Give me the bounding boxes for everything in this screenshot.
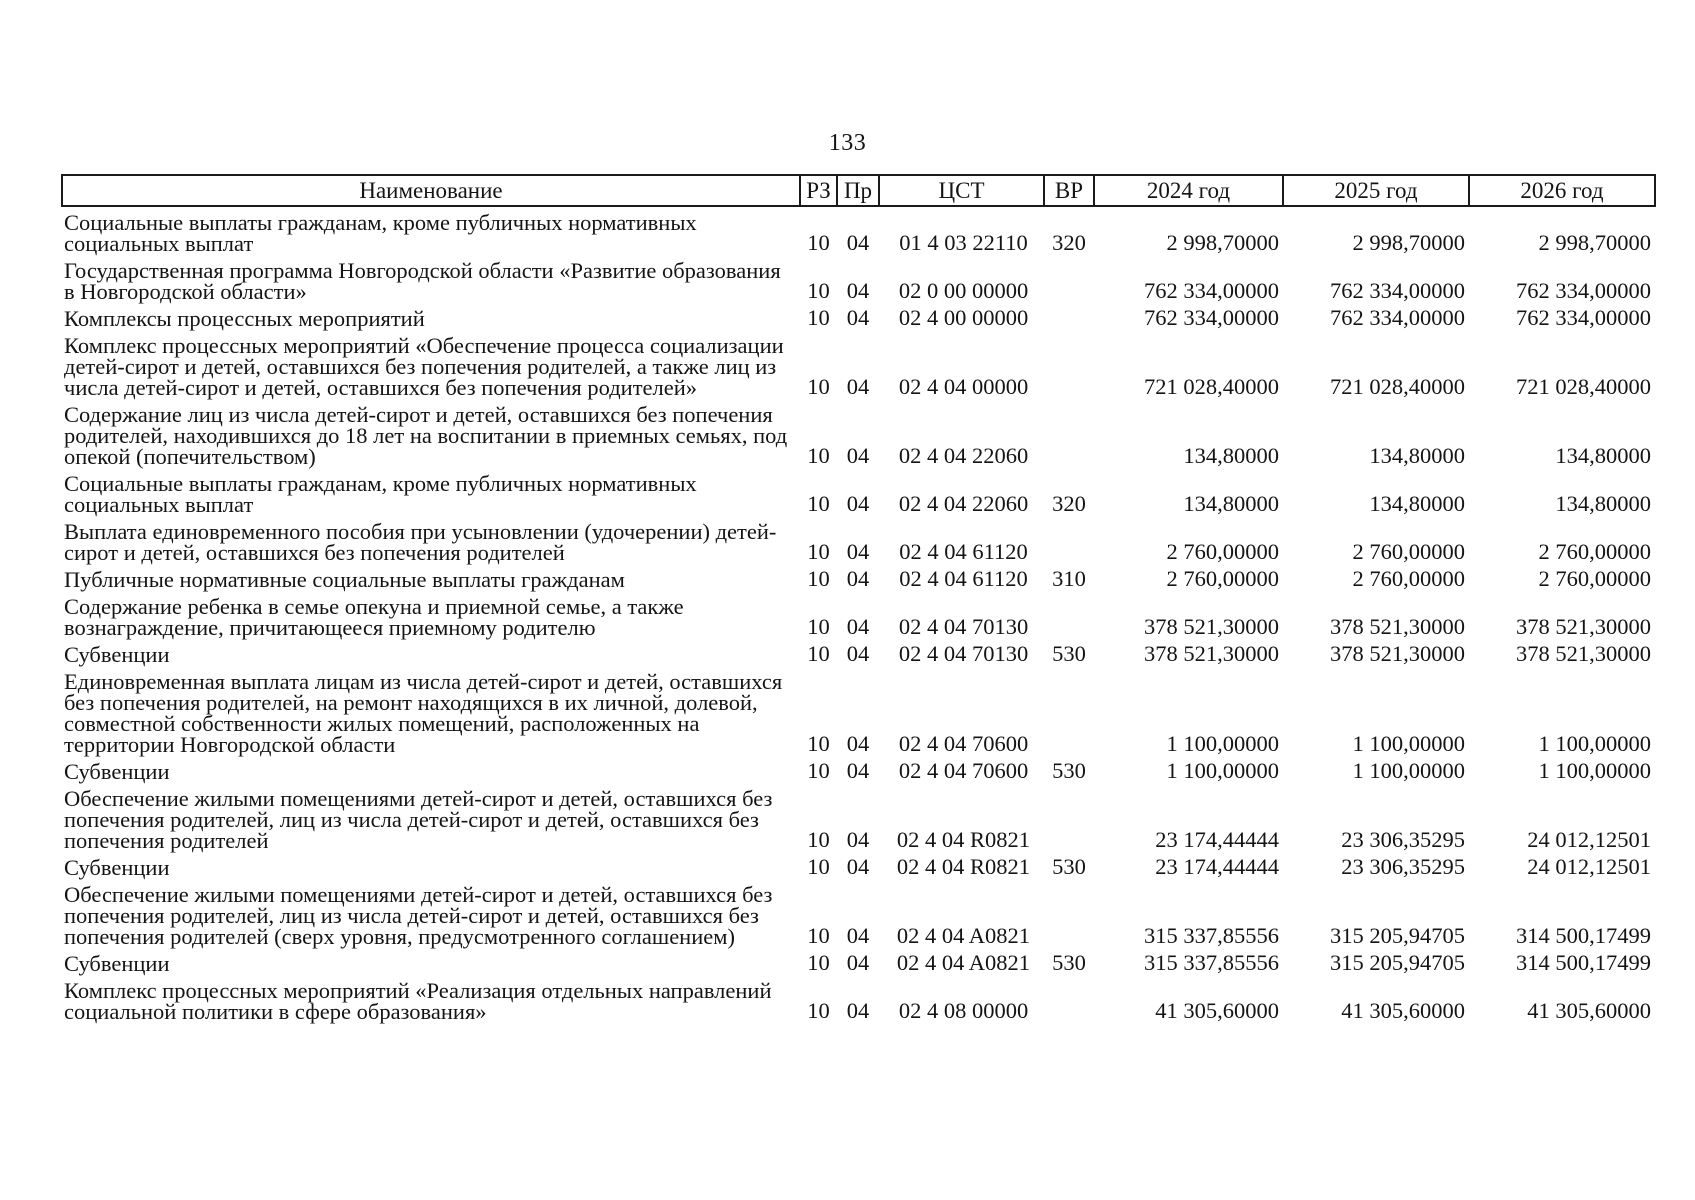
row-name: Обеспечение жилыми помещениями детей-сирот и детей, оставшихся без попечения родителей, лиц из числа детей-сирот и детей, оставшихся без попечения родителей (сверх уровня, предусмотренного соглашением)	[64, 882, 773, 949]
table-row	[62, 948, 1655, 975]
row-name: Комплекс процессных мероприятий «Обеспечение процесса социализации детей-сирот и детей, оставшихся без попечения родителей, а также лиц из числа детей-сирот и детей, оставшихся без попечения родителей»	[64, 333, 784, 400]
row-rz: 10	[807, 230, 830, 255]
table-row	[62, 666, 1655, 756]
row-vr	[1044, 783, 1094, 852]
row-pr: 04	[846, 443, 870, 468]
row-amount-2025: 721 028,40000	[1330, 374, 1465, 399]
row-amount-2026: 1 100,00000	[1538, 758, 1651, 783]
table-row	[62, 399, 1655, 468]
row-amount-2024: 315 337,85556	[1144, 950, 1279, 975]
row-cst: 02 4 04 A0821	[896, 950, 1031, 975]
row-cst: 02 4 04 R0821	[896, 827, 1031, 852]
row-amount-2024: 2 760,00000	[1166, 566, 1279, 591]
row-pr: 04	[846, 854, 870, 879]
row-cst: 02 4 04 61120	[899, 566, 1028, 591]
row-amount-2025: 762 334,00000	[1330, 278, 1465, 303]
row-rz: 10	[807, 566, 830, 591]
row-pr: 04	[846, 641, 870, 666]
row-amount-2026: 24 012,12501	[1527, 827, 1651, 852]
row-amount-2026: 762 334,00000	[1516, 305, 1651, 330]
row-rz: 10	[807, 491, 830, 516]
table-row	[62, 975, 1655, 1023]
row-vr	[1044, 975, 1094, 1023]
row-name: Субвенции	[64, 642, 170, 667]
row-name: Выплата единовременного пособия при усыновлении (удочерении) детей-сирот и детей, оставшихся без попечения родителей	[64, 519, 777, 565]
row-amount-2026: 314 500,17499	[1516, 923, 1651, 948]
row-amount-2026: 134,80000	[1555, 443, 1651, 468]
row-pr: 04	[846, 827, 870, 852]
row-vr	[1044, 303, 1094, 330]
table-row	[62, 330, 1655, 399]
row-amount-2026: 2 760,00000	[1538, 566, 1651, 591]
row-pr: 04	[846, 539, 870, 564]
row-cst: 02 4 08 00000	[898, 998, 1029, 1023]
row-amount-2025: 378 521,30000	[1330, 641, 1465, 666]
row-vr	[1044, 516, 1094, 564]
row-vr: 530	[1052, 758, 1086, 783]
row-cst: 02 4 04 70130	[898, 641, 1029, 666]
header-year-2026: 2026 год	[1469, 175, 1655, 206]
row-amount-2024: 41 305,60000	[1155, 998, 1279, 1023]
row-name: Содержание ребенка в семье опекуна и приемной семье, а также вознаграждение, причитающееся приемному родителю	[64, 594, 684, 640]
header-year-2024: 2024 год	[1094, 175, 1283, 206]
row-amount-2026: 762 334,00000	[1516, 278, 1651, 303]
header-rz: РЗ	[800, 175, 837, 206]
budget-table-container	[61, 174, 1654, 1023]
row-rz: 10	[807, 278, 830, 303]
table-row	[62, 783, 1655, 852]
header-vr: ВР	[1044, 175, 1094, 206]
table-row	[62, 852, 1655, 879]
row-amount-2024: 378 521,30000	[1144, 641, 1279, 666]
row-pr: 04	[846, 614, 870, 639]
row-vr: 530	[1052, 641, 1086, 666]
row-amount-2024: 315 337,85556	[1144, 923, 1279, 948]
row-amount-2026: 314 500,17499	[1516, 950, 1651, 975]
row-vr: 320	[1052, 230, 1086, 255]
row-name: Комплекс процессных мероприятий «Реализация отдельных направлений социальной политики в сфере образования»	[64, 978, 772, 1024]
row-amount-2025: 378 521,30000	[1330, 614, 1465, 639]
row-vr: 530	[1052, 950, 1086, 975]
header-name: Наименование	[62, 175, 800, 206]
row-name: Обеспечение жилыми помещениями детей-сирот и детей, оставшихся без попечения родителей, лиц из числа детей-сирот и детей, оставшихся без попечения родителей	[64, 786, 773, 853]
row-vr	[1044, 399, 1094, 468]
row-vr	[1044, 591, 1094, 639]
row-rz: 10	[807, 827, 830, 852]
header-pr: Пр	[837, 175, 879, 206]
row-amount-2025: 315 205,94705	[1330, 923, 1465, 948]
row-rz: 10	[807, 443, 830, 468]
row-vr: 320	[1052, 491, 1086, 516]
row-amount-2024: 134,80000	[1183, 491, 1279, 516]
row-rz: 10	[807, 854, 830, 879]
row-pr: 04	[846, 998, 870, 1023]
row-cst: 02 4 04 R0821	[896, 854, 1031, 879]
row-rz: 10	[807, 950, 830, 975]
row-name: Публичные нормативные социальные выплаты гражданам	[64, 567, 625, 592]
header-cst: ЦСТ	[879, 175, 1044, 206]
row-name: Субвенции	[64, 759, 170, 784]
row-rz: 10	[807, 641, 830, 666]
row-rz: 10	[807, 374, 830, 399]
row-rz: 10	[807, 731, 830, 756]
row-pr: 04	[846, 731, 870, 756]
row-amount-2024: 378 521,30000	[1144, 614, 1279, 639]
row-amount-2024: 1 100,00000	[1166, 758, 1279, 783]
table-row	[62, 255, 1655, 303]
row-cst: 02 4 04 00000	[898, 374, 1029, 399]
row-cst: 01 4 03 22110	[899, 230, 1028, 255]
row-amount-2026: 24 012,12501	[1527, 854, 1651, 879]
row-pr: 04	[846, 491, 870, 516]
row-amount-2026: 378 521,30000	[1516, 614, 1651, 639]
row-amount-2025: 134,80000	[1369, 443, 1465, 468]
row-vr	[1044, 666, 1094, 756]
table-body	[62, 206, 1655, 1023]
row-vr: 530	[1052, 854, 1086, 879]
row-pr: 04	[846, 923, 870, 948]
table-row	[62, 756, 1655, 783]
row-name: Содержание лиц из числа детей-сирот и детей, оставшихся без попечения родителей, находившихся до 18 лет на воспитании в приемных семьях, под опекой (попечительством)	[64, 402, 788, 469]
table-row	[62, 879, 1655, 948]
row-cst: 02 4 04 70130	[898, 614, 1029, 639]
row-amount-2025: 762 334,00000	[1330, 305, 1465, 330]
table-row	[62, 639, 1655, 666]
budget-table	[61, 174, 1656, 1023]
row-amount-2026: 2 998,70000	[1538, 230, 1651, 255]
row-cst: 02 4 04 22060	[898, 443, 1029, 468]
row-amount-2024: 23 174,44444	[1155, 827, 1279, 852]
row-name: Субвенции	[64, 855, 170, 880]
row-amount-2024: 1 100,00000	[1166, 731, 1279, 756]
row-amount-2026: 2 760,00000	[1538, 539, 1651, 564]
row-amount-2025: 134,80000	[1369, 491, 1465, 516]
row-amount-2024: 762 334,00000	[1144, 305, 1279, 330]
row-amount-2025: 2 760,00000	[1352, 566, 1465, 591]
row-vr	[1044, 255, 1094, 303]
row-amount-2024: 2 998,70000	[1166, 230, 1279, 255]
row-amount-2024: 762 334,00000	[1144, 278, 1279, 303]
row-pr: 04	[846, 758, 870, 783]
row-pr: 04	[846, 374, 870, 399]
table-header	[62, 175, 1655, 206]
row-amount-2026: 41 305,60000	[1527, 998, 1651, 1023]
row-amount-2025: 2 760,00000	[1352, 539, 1465, 564]
row-amount-2026: 721 028,40000	[1516, 374, 1651, 399]
row-amount-2025: 315 205,94705	[1330, 950, 1465, 975]
row-rz: 10	[807, 614, 830, 639]
table-row	[62, 591, 1655, 639]
header-year-2025: 2025 год	[1283, 175, 1469, 206]
row-amount-2024: 23 174,44444	[1155, 854, 1279, 879]
row-amount-2025: 23 306,35295	[1341, 854, 1465, 879]
row-rz: 10	[807, 998, 830, 1023]
row-cst: 02 4 04 70600	[898, 731, 1029, 756]
row-amount-2026: 1 100,00000	[1538, 731, 1651, 756]
row-vr	[1044, 879, 1094, 948]
row-name: Государственная программа Новгородской области «Развитие образования в Новгородской области»	[64, 258, 781, 304]
row-amount-2025: 23 306,35295	[1341, 827, 1465, 852]
row-amount-2026: 134,80000	[1555, 491, 1651, 516]
table-row	[62, 303, 1655, 330]
row-vr: 310	[1052, 566, 1086, 591]
row-amount-2026: 378 521,30000	[1516, 641, 1651, 666]
row-amount-2025: 1 100,00000	[1352, 731, 1465, 756]
row-name: Комплексы процессных мероприятий	[64, 306, 425, 331]
table-row	[62, 206, 1655, 255]
row-cst: 02 4 04 A0821	[896, 923, 1031, 948]
row-cst: 02 4 04 22060	[898, 491, 1029, 516]
row-rz: 10	[807, 758, 830, 783]
row-amount-2024: 2 760,00000	[1166, 539, 1279, 564]
header-row	[62, 175, 1655, 206]
table-row	[62, 564, 1655, 591]
row-amount-2025: 1 100,00000	[1352, 758, 1465, 783]
row-rz: 10	[807, 923, 830, 948]
row-cst: 02 0 00 00000	[898, 278, 1029, 303]
row-amount-2024: 134,80000	[1183, 443, 1279, 468]
row-cst: 02 4 00 00000	[898, 305, 1029, 330]
row-pr: 04	[846, 305, 870, 330]
row-pr: 04	[846, 566, 870, 591]
row-vr	[1044, 330, 1094, 399]
table-row	[62, 516, 1655, 564]
page-number: 133	[828, 130, 867, 156]
row-amount-2024: 721 028,40000	[1144, 374, 1279, 399]
row-pr: 04	[846, 950, 870, 975]
row-pr: 04	[846, 278, 870, 303]
row-rz: 10	[807, 305, 830, 330]
row-amount-2025: 41 305,60000	[1341, 998, 1465, 1023]
row-name: Субвенции	[64, 951, 170, 976]
row-name: Социальные выплаты гражданам, кроме публичных нормативных социальных выплат	[64, 471, 697, 517]
row-cst: 02 4 04 70600	[898, 758, 1029, 783]
row-name: Единовременная выплата лицам из числа детей-сирот и детей, оставшихся без попечения родителей, на ремонт находящихся в их личной, долевой, совместной собственности жилых помещений, расположенных на территории Новгородской области	[64, 669, 783, 757]
row-rz: 10	[807, 539, 830, 564]
table-row	[62, 468, 1655, 516]
row-cst: 02 4 04 61120	[899, 539, 1028, 564]
row-pr: 04	[846, 230, 870, 255]
row-name: Социальные выплаты гражданам, кроме публичных нормативных социальных выплат	[64, 210, 697, 256]
row-amount-2025: 2 998,70000	[1352, 230, 1465, 255]
